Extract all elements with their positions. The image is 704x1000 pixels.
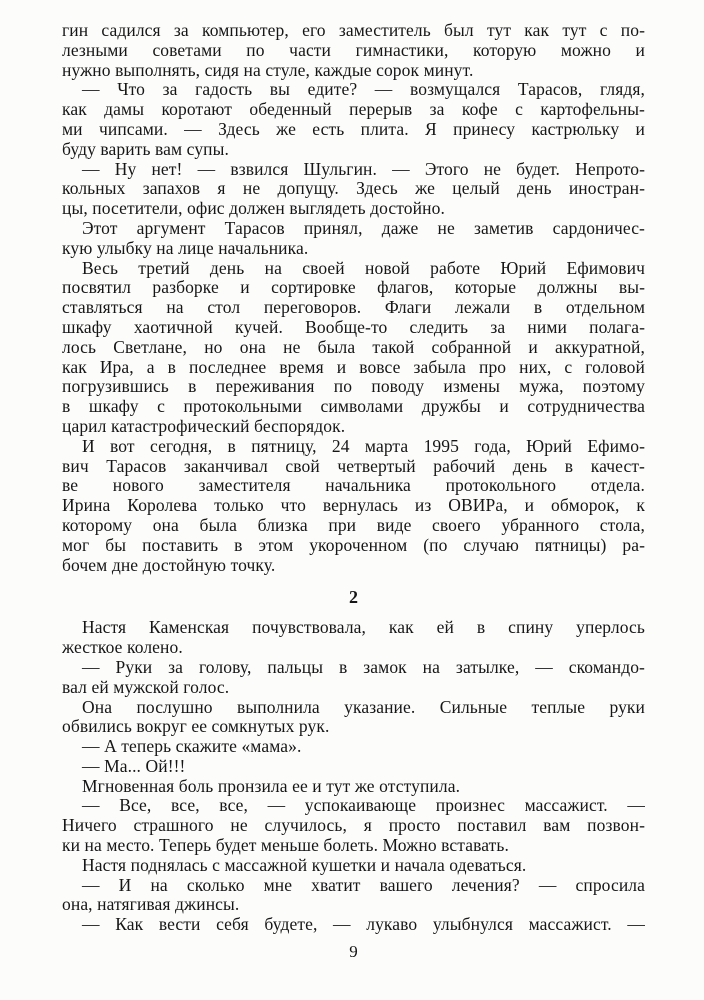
text-line: ми чипсами. — Здесь же есть плита. Я принесу кастрюльку и	[62, 118, 645, 139]
text-line: — Как вести себя будете, — лукаво улыбнулся массажист. —	[82, 914, 645, 935]
text-line: ве нового заместителя начальника протокольного отдела.	[62, 475, 645, 496]
section-1-text	[62, 21, 645, 575]
text-line: бочем дне достойную точку.	[62, 554, 276, 575]
text-line: ставляться на стол переговоров. Флаги лежали в отдельном	[62, 297, 645, 318]
text-line: — А теперь скажите «мама».	[82, 736, 302, 757]
text-line: жесткое колено.	[62, 637, 183, 658]
text-line: в шкафу с протокольными символами дружбы и сотрудничества	[62, 396, 645, 417]
section-2-text	[62, 618, 645, 935]
text-line: Ирина Королева только что вернулась из ОВИРа, и обморок, к	[62, 495, 645, 516]
text-line: Этот аргумент Тарасов принял, даже не заметив сардоничес-	[82, 217, 645, 238]
section-number-heading: 2	[349, 587, 358, 608]
text-line: Весь третий день на своей новой работе Юрий Ефимович	[82, 257, 645, 278]
text-line: обвились вокруг ее сомкнутых рук.	[62, 716, 330, 737]
text-line: — Все, все, все, — успокаивающе произнес массажист. —	[82, 795, 645, 816]
text-line: вич Тарасов заканчивал свой четвертый рабочий день в качест-	[62, 455, 645, 476]
text-line: цы, посетители, офис должен выглядеть достойно.	[62, 198, 445, 219]
text-column	[62, 21, 645, 962]
text-line: Мгновенная боль пронзила ее и тут же отступила.	[82, 775, 461, 796]
text-line: буду варить вам супы.	[62, 138, 229, 159]
text-line: Она послушно выполнила указание. Сильные теплые руки	[82, 696, 645, 717]
text-line: Настя Каменская почувствовала, как ей в спину уперлось	[82, 617, 645, 638]
text-line: кую улыбку на лице начальника.	[62, 237, 309, 258]
text-line: царил катастрофический беспорядок.	[62, 415, 346, 436]
text-line: — Что за гадость вы едите? — возмущался Тарасов, глядя,	[82, 79, 645, 100]
text-line: которому она была близка при виде своего убранного стола,	[62, 514, 645, 535]
text-line: лось Светлане, но она не была такой собранной и аккуратной,	[62, 336, 645, 357]
text-line: мог бы поставить в этом укороченном (по случаю пятницы) ра-	[62, 534, 645, 555]
text-line: И вот сегодня, в пятницу, 24 марта 1995 года, Юрий Ефимо-	[82, 435, 645, 456]
text-line: вал ей мужской голос.	[62, 676, 230, 697]
text-line: шкафу хаотичной кучей. Вообще-то следить за ними полага-	[62, 316, 645, 337]
text-line: кольных запахов я не допущу. Здесь же целый день иностран-	[62, 178, 645, 199]
text-line: лезными советами по части гимнастики, которую можно и	[62, 39, 645, 60]
text-line: она, натягивая джинсы.	[62, 894, 240, 915]
text-line: Ничего страшного не случилось, я просто поставил вам позвон-	[62, 815, 645, 836]
text-line: — Руки за голову, пальцы в замок на затылке, — скомандо-	[82, 656, 645, 677]
text-line: нужно выполнять, сидя на стуле, каждые сорок минут.	[62, 59, 474, 80]
text-line: погрузившись в переживания по поводу измены мужа, поэтому	[62, 376, 645, 397]
text-line: — И на сколько мне хватит вашего лечения? — спросила	[82, 874, 645, 895]
text-line: посвятил разборке и сортировке флагов, которые должны вы-	[62, 277, 645, 298]
text-line: гин садился за компьютер, его заместитель был тут как тут с по-	[62, 20, 645, 40]
page-number: 9	[349, 942, 358, 962]
text-line: ки на место. Теперь будет меньше болеть. Можно вставать.	[62, 835, 509, 856]
text-line: — Ма... Ой!!!	[82, 755, 186, 776]
text-line: — Ну нет! — взвился Шульгин. — Этого не будет. Непрото-	[82, 158, 645, 179]
text-line: как дамы коротают обеденный перерыв за кофе с картофельны-	[62, 99, 645, 120]
text-line: как Ира, а в последнее время и вовсе забыла про них, с головой	[62, 356, 645, 377]
text-line: Настя поднялась с массажной кушетки и начала одеваться.	[82, 854, 527, 875]
